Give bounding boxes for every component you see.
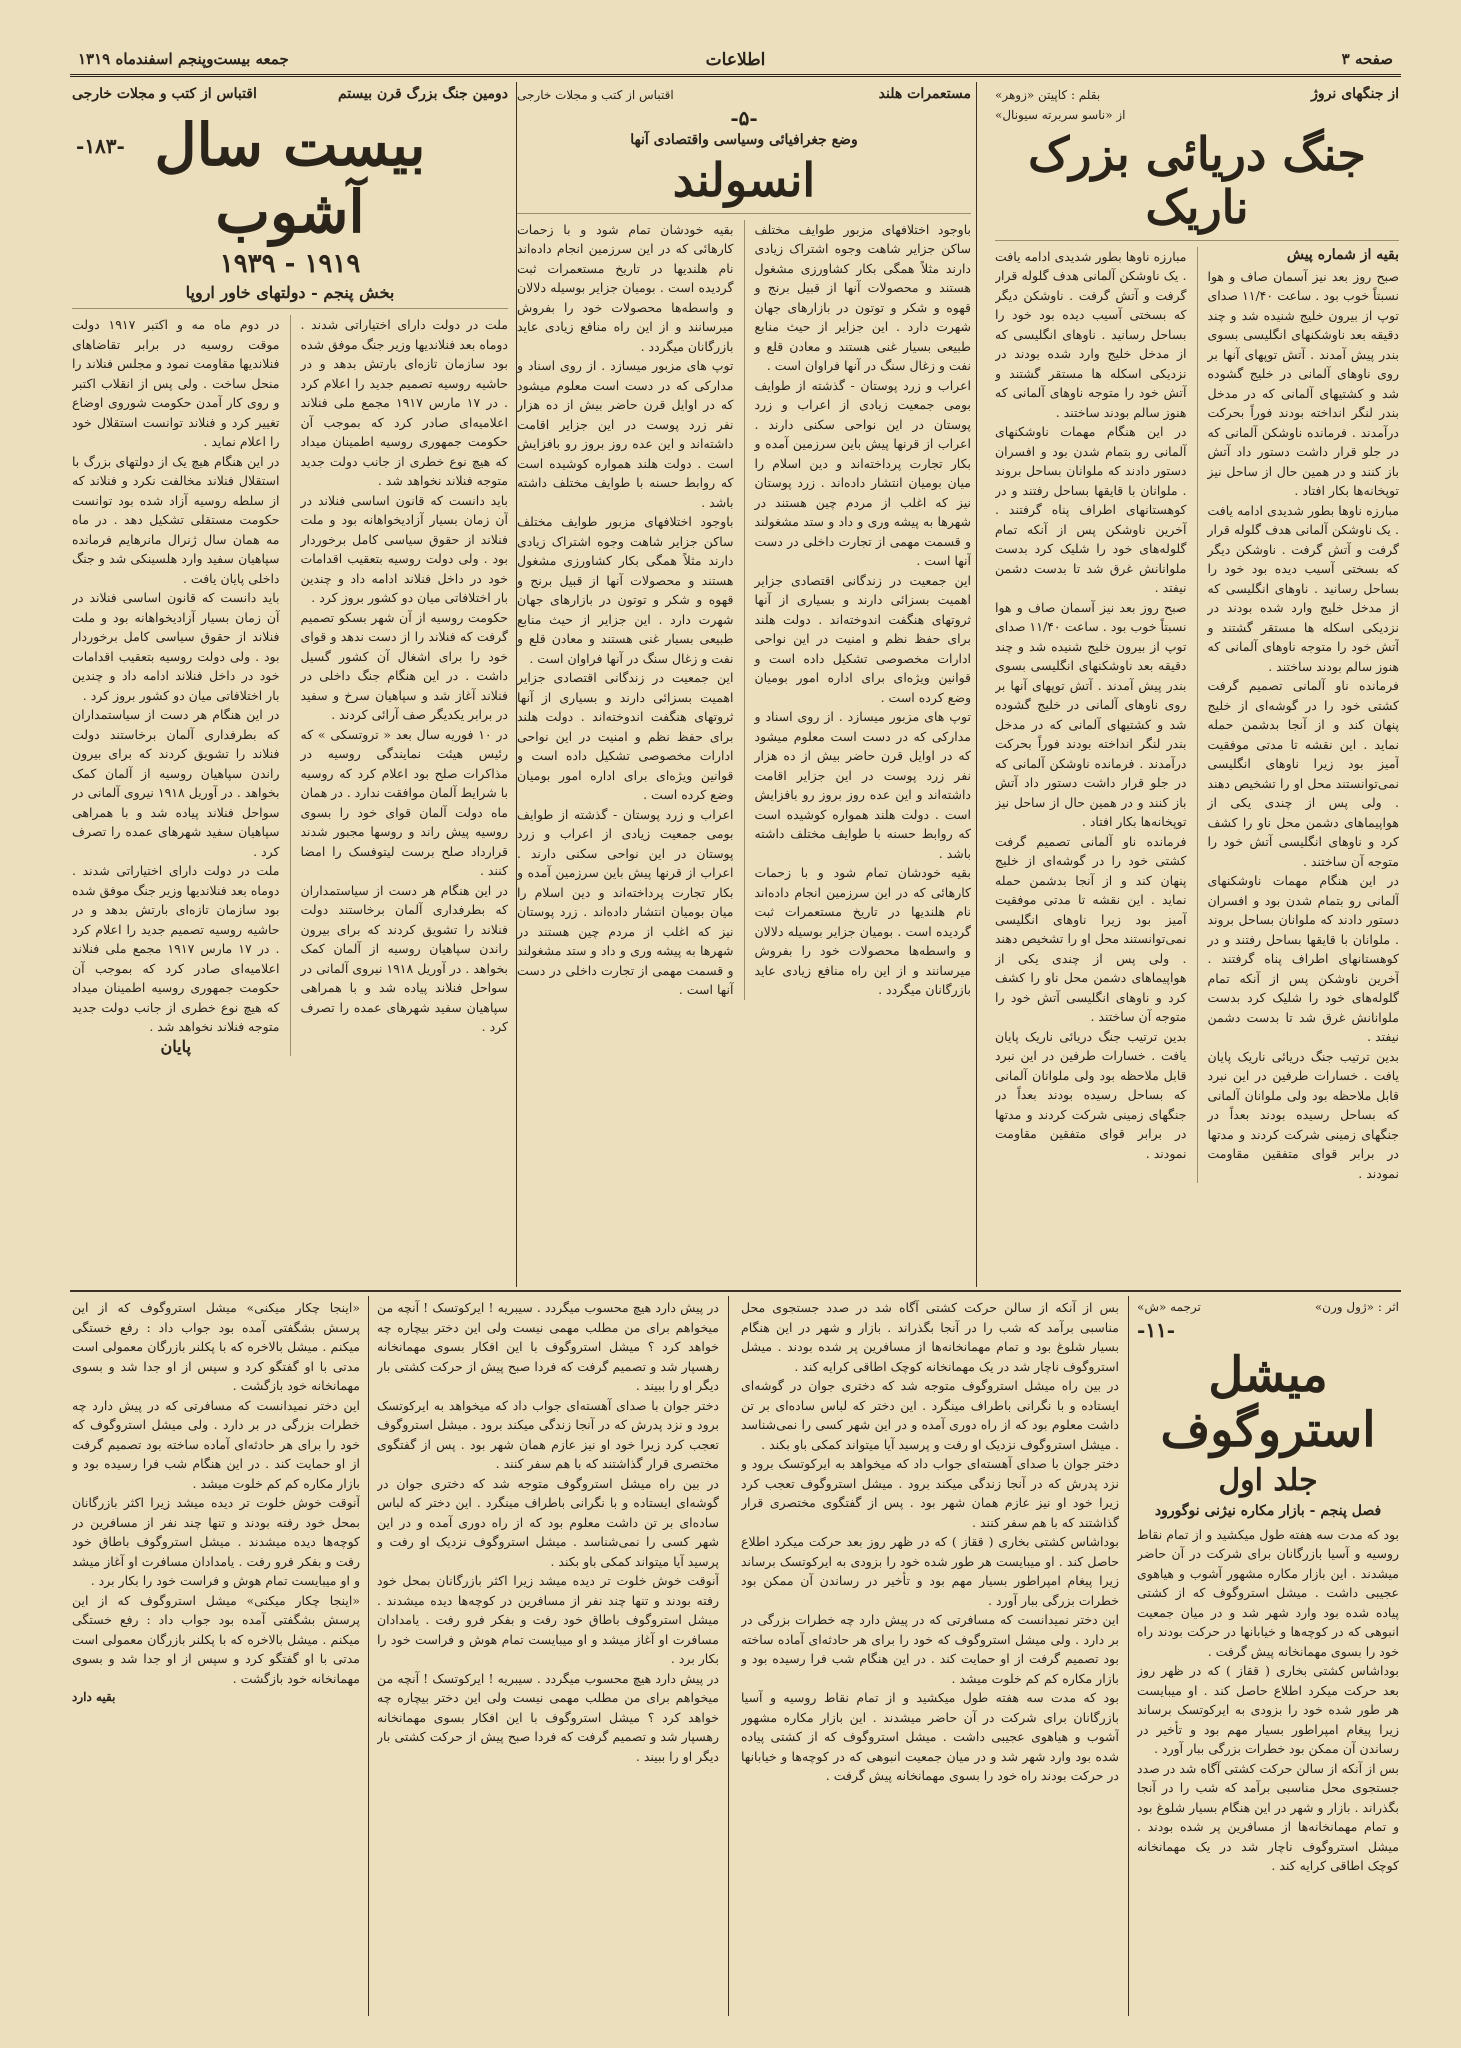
norway-body: صبح روز بعد نیز آسمان صاف و هوا نسبتاً خوب بود . ساعت ۱۱/۴۰ صدای توپ از بیرون خلیج شنیده شد و چند دقیقه بعد ناوشکنهای انگلیسی بسوی بندر پیش آمدند . آتش توپهای آنها بر روی ناوهای آلمانی در خلیج گشوده شد و کشتیهای آلمانی که در مدخل بندر لنگر انداخته بودند فوراً بحرکت درآمدند . فرمانده ناوشکن آلمانی که در جلو قرار داشت دستور داد آتش باز کنند و در همین حال از ساحل نیز توپخانه‌ها بکار افتاد . [995,599,1187,830]
norway-body: فرمانده ناو آلمانی تصمیم گرفت کشتی خود را در گوشه‌ای از خلیج پنهان کند و از آنجا بدشمن حمله نماید . این نقشه تا مدتی موفقیت آمیز بود زیرا ناوهای انگلیسی نمی‌توانستند محل او را تشخیص دهند . ولی پس از چندی یکی از هواپیماهای دشمن محل ناو را کشف کرد و ناوهای انگلیسی آتش خود را متوجه آن ساختند . [995,833,1187,1025]
history-headline: بیست سال آشوب [154,111,426,246]
novel-title-column [1137,1298,1399,2016]
novel-column-2 [741,1298,1119,2016]
iceland-body: بقیه خودشان تمام شود و با زحمات کارهائی که در این سرزمین انجام داده‌اند نام هلندیها در تاریخ مستعمرات ثبت گردیده است . بومیان جزایر بوسیله دلالان و واسطه‌ها محصولات خود را بفروش میرسانند و از این راه منافع زیادی عاید بازرگانان میگردد . [754,865,971,998]
history-body: ملت در دولت دارای اختیاراتی شدند . دوماه بعد فنلاندیها وزیر جنگ موفق شده بود سازمان تازه‌ای بارتش بدهد و در حاشیه روسیه تصمیم جدید را اعلام کرد . در ۱۷ مارس ۱۹۱۷ مجمع ملی فنلاند اعلامیه‌ای صادر کرد که بموجب آن حکومت جمهوری روسیه اطمینان میداد که هیچ نوع خطری از جانب دولت جدید متوجه فنلاند نخواهد شد . [300,317,508,489]
column-rule [976,82,977,1287]
norway-source: از «ناسو سربرته سیونال» [995,108,1126,122]
history-years: ۱۹۱۹ - ۱۹۳۹ [219,249,361,280]
section-rule [70,1290,1401,1292]
novel-body: این دختر نمیدانست که مسافرتی که در پیش دارد چه خطرات بزرگی در بر دارد . ولی میشل استروگوف که خود را برای هر حادثه‌ای آماده ساخته بود تصمیم گرفت از او حمایت کند . در این هنگام شب فرا رسیده بود و بازار مکاره کم کم خلوت میشد . [741,1612,1119,1686]
history-body: باید دانست که قانون اساسی فنلاند در آن زمان بسیار آزادیخواهانه بود و ملت فنلاند از حقوق سیاسی کامل برخوردار بود . ولی دولت روسیه بتعقیب اقدامات خود در داخل فنلاند ادامه داد و چندین بار اختلافاتی میان دو کشور بروز کرد . [72,590,280,703]
norway-body: مبارزه ناوها بطور شدیدی ادامه یافت . یک ناوشکن آلمانی هدف گلوله قرار گرفت و آتش گرفت . ناوشکن دیگر که بسختی آسیب دیده بود خود را بساحل رسانید . ناوهای انگلیسی که از مدخل خلیج وارد شده بودند در نزدیکی اسکله ها مستقر گشتند و آتش خود را متوجه ناوهای آلمانی که هنوز سالم بودند ساختند . [995,248,1187,420]
history-body: حکومت روسیه از آن شهر بسکو تصمیم گرفت که فنلاند را از دست ندهد و قوای خود را برای اشغال آن کشور گسیل داشت . در این هنگام جنگ داخلی در فنلاند آغاز شد و سپاهیان سرخ و سفید در برابر یکدیگر صف آرائی کردند . [300,609,508,723]
norway-byline: بقلم : کاپیتن «زوهر» [995,88,1101,102]
history-body: باید دانست که قانون اساسی فنلاند در آن زمان بسیار آزادیخواهانه بود و ملت فنلاند از حقوق سیاسی کامل برخوردار بود . ولی دولت روسیه بتعقیب اقدامات خود در داخل فنلاند ادامه داد و چندین بار اختلافاتی میان دو کشور بروز کرد . [300,492,508,606]
novel-body: در بین راه میشل استروگوف متوجه شد که دختری جوان در گوشه‌ای ایستاده و با نگرانی باطراف مینگرد . این دختر که لباس ساده‌ای بر تن داشت معلوم بود که از راه دوری آمده و در این شهر کسی را نمی‌شناسد . میشل استروگوف نزدیک او رفت و پرسید آیا میتواند کمکی باو بکند . [377,1475,719,1569]
iceland-serial: -۵- [730,106,758,130]
novel-body: بس از آنکه از سالن حرکت کشتی آگاه شد در صدد جستجوی محل مناسبی برآمد که شب را در آنجا بگذراند . بازار و شهر در این هنگام بسیار شلوغ بود و تمام مهمانخانه‌ها از مسافرین پر شده بودند . میشل استروگوف ناچار شد در یک مهمانخانه کوچک اطاقی کرایه کند . [741,1300,1119,1374]
norway-body: بدین ترتیب جنگ دریائی ناریک پایان یافت . خسارات طرفین در این نبرد قابل ملاحظه بود ولی ملوانان آلمانی که بساحل رسیده بودند بعداً در جنگهای زمینی شرکت کردند و مدتها در برابر قوای متفقین مقاومت نمودند . [995,1028,1187,1161]
norway-body: بدین ترتیب جنگ دریائی ناریک پایان یافت . خسارات طرفین در این نبرد قابل ملاحظه بود ولی ملوانان آلمانی که بساحل رسیده بودند بعداً در جنگهای زمینی شرکت کردند و مدتها در برابر قوای متفقین مقاومت نمودند . [1207,1048,1399,1181]
novel-column-4 [72,1298,360,2016]
novel-author: اثر : «ژول ورن» [1314,1300,1399,1314]
novel-chapter: فصل پنجم - بازار مکاره نیژنی نوگورود [1154,1502,1382,1519]
iceland-body: این جمعیت در زندگانی اقتصادی جزایر اهمیت بسزائی دارند و بسیاری از آنها ثروتهای هنگفت اندوخته‌اند . دولت هلند برای حفظ نظم و امنیت در این نواحی ادارات مخصوصی تشکیل داده است و قوانین ویژه‌ای برای اداره امور بومیان وضع کرده است . [754,572,971,705]
article-norway [995,86,1399,1286]
history-serial: -۱۸۳- [76,134,125,158]
masthead [70,48,1401,77]
novel-body: دختر جوان با صدای آهسته‌ای جواب داد که میخواهد به ایرکوتسک برود و نزد پدرش که در آنجا زندگی میکند برود . میشل استروگوف تعجب کرد زیرا خود او نیز عازم همان شهر بود . پس از گفتگوی مختصری قرار گذاشتند که با هم سفر کنند . [741,1456,1119,1530]
history-body: در این هنگام هیچ یک از دولتهای بزرگ با استقلال فنلاند مخالفت نکرد و فنلاند که از سلطه روسیه آزاد شده بود توانست حکومت مستقلی تشکیل دهد . در ماه مه همان سال ژنرال مانرهایم فرمانده سپاهیان سفید وارد هلسینکی شد و جنگ داخلی پایان یافت . [72,453,280,586]
novel-body: آنوقت خوش خلوت تر دیده میشد زیرا اکثر بازرگانان بمحل خود رفته بودند و تنها چند نفر از مسافرین در کوچه‌ها دیده میشدند . میشل استروگوف باطاق خود رفت و بفکر فرو رفت . یامدادان مسافرت او آغاز میشد و او میبایست تمام هوش و فراست خود را بکار برد . [377,1573,719,1666]
novel-body: بس از آنکه از سالن حرکت کشتی آگاه شد در صدد جستجوی محل مناسبی برآمد که شب را در آنجا بگذراند . بازار و شهر در این هنگام بسیار شلوغ بود و تمام مهمانخانه‌ها از مسافرین پر شده بودند . میشل استروگوف ناچار شد در یک مهمانخانه کوچک اطاقی کرایه کند . [1137,1760,1399,1874]
novel-body: بوداشاس کشتی بخاری ( ققاز ) که در ظهر روز بعد حرکت میکرد اطلاع حاصل کند . او میبایست هر طور شده خود را بزودی به ایرکوتسک برساند زیرا پیغام امپراطور بسیار مهم بود و تأخیر در رساندن آن ممکن بود خطرات بزرگی ببار آورد . [1137,1663,1399,1757]
novel-body: این دختر نمیدانست که مسافرتی که در پیش دارد چه خطرات بزرگی در بر دارد . ولی میشل استروگوف که خود را برای هر حادثه‌ای آماده ساخته بود تصمیم گرفت از او حمایت کند . در این هنگام شب فرا رسیده بود و بازار مکاره کم کم خلوت میشد . [72,1397,360,1491]
novel-body: «اینجا چکار میکنی» میشل استروگوف که از این پرسش بشگفتی آمده بود جواب داد : رفع خستگی میکنم . میشل بالاخره که با پکلنر بازرگان معمولی است مدتی با او گفتگو کرد و سپس از او جدا شد و بسوی مهمانخانه خود بازگشت . [72,1300,360,1393]
iceland-body: اعراب و زرد پوستان - گذشته از طوایف بومی جمعیت زیادی از اعراب و زرد پوستان در این نواحی سکنی دارند . اعراب از قرنها پیش باین سرزمین آمده و بکار تجارت پرداخته‌اند و دین اسلام را میان بومیان انتشار داده‌اند . زرد پوستان نیز که اغلب از مردم چین هستند در شهرها به پیشه وری و داد و ستد مشغولند و قسمت مهمی از تجارت داخلی در دست آنها است . [754,377,971,569]
novel-translator: ترجمه «ش» [1137,1300,1201,1314]
iceland-body: باوجود اختلافهای مزبور طوایف مختلف ساکن جزایر شاهت وجوه اشتراک زیادی دارند مثلاً همگی بکار کشاورزی مشغول هستند و محصولات آنها از قبیل برنج و قهوه و شکر و توتون در بازارهای جهان شهرت دارد . این جزایر از حیث منابع طبیعی بسیار غنی هستند و معادن قلع و نفت و زغال سنگ در آنها فراوان است . [754,221,971,374]
novel-title: میشل استروگوف [1160,1347,1376,1459]
paper-name: اطلاعات [705,50,766,70]
norway-body: صبح روز بعد نیز آسمان صاف و هوا نسبتاً خوب بود . ساعت ۱۱/۴۰ صدای توپ از بیرون خلیج شنیده شد و چند دقیقه بعد ناوشکنهای انگلیسی بسوی بندر پیش آمدند . آتش توپهای آنها بر روی ناوهای آلمانی در خلیج گشوده شد و کشتیهای آلمانی که در مدخل بندر لنگر انداخته بودند فوراً بحرکت درآمدند . فرمانده ناوشکن آلمانی که در جلو قرار داشت دستور داد آتش باز کنند و در همین حال از ساحل نیز توپخانه‌ها بکار افتاد . [1207,268,1399,499]
norway-headline: جنگ دریائی بزرک ناریک [1028,127,1366,234]
column-rule [368,1296,369,2016]
history-body: در این هنگام هر دست از سیاستمداران که بطرفداری آلمان برخاستند دولت فنلاند را تشویق کردند که برای بیرون راندن سپاهیان روسیه از آلمان کمک بخواهد . در آوریل ۱۹۱۸ نیروی آلمانی در سواحل فنلاند پیاده شد و با همراهی سپاهیان سفید شهرهای عمده را تصرف کرد . [72,707,280,859]
history-kicker-source: اقتباس از کتب و مجلات خارجی [72,86,257,102]
iceland-kicker: مستعمرات هلند [878,86,971,102]
history-kicker: دومین جنگ بزرگ قرن بیستم [337,86,508,102]
novel-body: بوداشاس کشتی بخاری ( ققاز ) که در ظهر روز بعد حرکت میکرد اطلاع حاصل کند . او میبایست هر طور شده خود را بزودی به ایرکوتسک برساند زیرا پیغام امپراطور بسیار مهم بود و تأخیر در رساندن آن ممکن بود خطرات بزرگی ببار آورد . [741,1534,1119,1608]
issue-date: جمعه بیست‌وپنجم اسفندماه ۱۳۱۹ [78,50,289,68]
norway-body: مبارزه ناوها بطور شدیدی ادامه یافت . یک ناوشکن آلمانی هدف گلوله قرار گرفت و آتش گرفت . ناوشکن دیگر که بسختی آسیب دیده بود خود را بساحل رسانید . ناوهای انگلیسی که از مدخل خلیج وارد شده بودند در نزدیکی اسکله ها مستقر گشتند و آتش خود را متوجه ناوهای آلمانی که هنوز سالم بودند ساختند . [1207,502,1399,674]
norway-body: در این هنگام مهمات ناوشکنهای آلمانی رو بتمام شدن بود و افسران دستور دادند که ملوانان بساحل بروند . ملوانان با قایقها بساحل رفتند و در کوهستانهای اطراف پناه گرفتند . آخرین ناوشکن پس از آنکه تمام گلوله‌های خود را شلیک کرد بدست ملوانانش غرق شد تا بدست دشمن نیفتد . [995,424,1187,596]
novel-body: در پیش دارد هیچ محسوب میگردد . سیبریه ! ایرکوتسک ! آنچه من میخواهم برای من مطلب مهمی نیست ولی این دختر بیچاره چه خواهد کرد ؟ میشل استروگوف با این افکار بسوی مهمانخانه رهسپار شد و تصمیم گرفت که فردا صبح پیش از حرکت کشتی بار دیگر او را ببیند . [377,1300,719,1393]
history-end: پایان [160,1036,191,1056]
history-body: ملت در دولت دارای اختیاراتی شدند . دوماه بعد فنلاندیها وزیر جنگ موفق شده بود سازمان تازه‌ای بارتش بدهد و در حاشیه روسیه تصمیم جدید را اعلام کرد . در ۱۷ مارس ۱۹۱۷ مجمع ملی فنلاند اعلامیه‌ای صادر کرد که بموجب آن حکومت جمهوری روسیه اطمینان میداد که هیچ نوع خطری از جانب دولت جدید متوجه فنلاند نخواهد شد . [72,863,280,1035]
column-rule [728,1296,729,2016]
novel-column-3 [377,1298,719,2016]
novel-serial: -۱۱- [1137,1318,1176,1342]
history-body: در ۱۰ فوریه سال بعد « تروتسکی » که رئیس هیئت نمایندگی روسیه در مذاکرات صلح بود اعلام کرد که روسیه با شرایط آلمان موافقت ندارد . در همان ماه دولت آلمان قوای خود را بسوی روسیه پیش راند و روسها مجبور شدند قرارداد صلح برست لیتوفسک را امضا کنند . [300,726,508,879]
iceland-body: این جمعیت در زندگانی اقتصادی جزایر اهمیت بسزائی دارند و بسیاری از آنها ثروتهای هنگفت اندوخته‌اند . دولت هلند برای حفظ نظم و امنیت در این نواحی ادارات مخصوصی تشکیل داده است و قوانین ویژه‌ای برای اداره امور بومیان وضع کرده است . [517,670,734,803]
iceland-body: بقیه خودشان تمام شود و با زحمات کارهائی که در این سرزمین انجام داده‌اند نام هلندیها در تاریخ مستعمرات ثبت گردیده است . بومیان جزایر بوسیله دلالان و واسطه‌ها محصولات خود را بفروش میرسانند و از این راه منافع زیادی عاید بازرگانان میگردد . [517,221,734,354]
novel-body: در بین راه میشل استروگوف متوجه شد که دختری جوان در گوشه‌ای ایستاده و با نگرانی باطراف مینگرد . این دختر که لباس ساده‌ای بر تن داشت معلوم بود که از راه دوری آمده و در این شهر کسی را نمی‌شناسد . میشل استروگوف نزدیک او رفت و پرسید آیا میتواند کمکی باو بکند . [741,1378,1119,1452]
column-rule [1128,1296,1129,2016]
iceland-body: اعراب و زرد پوستان - گذشته از طوایف بومی جمعیت زیادی از اعراب و زرد پوستان در این نواحی سکنی دارند . اعراب از قرنها پیش باین سرزمین آمده و بکار تجارت پرداخته‌اند و دین اسلام را میان بومیان انتشار داده‌اند . زرد پوستان نیز که اغلب از مردم چین هستند در شهرها به پیشه وری و داد و ستد مشغولند و قسمت مهمی از تجارت داخلی در دست آنها است . [517,806,734,998]
norway-continued: بقیه از شماره پیش [1286,246,1399,263]
novel-body: آنوقت خوش خلوت تر دیده میشد زیرا اکثر بازرگانان بمحل خود رفته بودند و تنها چند نفر از مسافرین در کوچه‌ها دیده میشدند . میشل استروگوف باطاق خود رفت و بفکر فرو رفت . یامدادان مسافرت او آغاز میشد و او میبایست تمام هوش و فراست خود را بکار برد . [72,1495,360,1588]
norway-body: فرمانده ناو آلمانی تصمیم گرفت کشتی خود را در گوشه‌ای از خلیج پنهان کند و از آنجا بدشمن حمله نماید . این نقشه تا مدتی موفقیت آمیز بود زیرا ناوهای انگلیسی نمی‌توانستند محل او را تشخیص دهند . ولی پس از چندی یکی از هواپیماهای دشمن محل ناو را کشف کرد و ناوهای انگلیسی آتش خود را متوجه آن ساختند . [1207,678,1399,869]
history-section: بخش پنجم - دولتهای خاور اروپا [185,283,395,303]
article-history [72,86,508,1286]
novel-body: «اینجا چکار میکنی» میشل استروگوف که از این پرسش بشگفتی آمده بود جواب داد : رفع خستگی میکنم . میشل بالاخره که با پکلنر بازرگان معمولی است مدتی با او گفتگو کرد و سپس از او جدا شد و بسوی مهمانخانه خود بازگشت . [72,1592,360,1686]
novel-body: دختر جوان با صدای آهسته‌ای جواب داد که میخواهد به ایرکوتسک برود و نزد پدرش که در آنجا زندگی میکند برود . میشل استروگوف تعجب کرد زیرا خود او نیز عازم همان شهر بود . پس از گفتگوی مختصری قرار گذاشتند که با هم سفر کنند . [377,1397,719,1471]
novel-volume: جلد اول [1218,1463,1318,1499]
iceland-headline: انسولند [672,153,816,207]
history-body: در این هنگام هر دست از سیاستمداران که بطرفداری آلمان برخاستند دولت فنلاند را تشویق کردند که برای بیرون راندن سپاهیان روسیه از آلمان کمک بخواهد . در آوریل ۱۹۱۸ نیروی آلمانی در سواحل فنلاند پیاده شد و با همراهی سپاهیان سفید شهرهای عمده را تصرف کرد . [300,882,508,1035]
iceland-body: توپ های مزبور میسازد . از روی اسناد و مدارکی که در دست است معلوم میشود که در اوایل قرن حاضر بیش از ده هزار نفر زرد پوست در این جزایر اقامت داشته‌اند و این عده روز بروز رو بافزایش است . دولت هلند همواره کوشیده است که روابط حسنه با طوایف مختلف داشته باشد . [517,358,734,510]
novel-body: در پیش دارد هیچ محسوب میگردد . سیبریه ! ایرکوتسک ! آنچه من میخواهم برای من مطلب مهمی نیست ولی این دختر بیچاره چه خواهد کرد ؟ میشل استروگوف با این افکار بسوی مهمانخانه رهسپار شد و تصمیم گرفت که فردا صبح پیش از حرکت کشتی بار دیگر او را ببیند . [377,1670,719,1764]
novel-continued: بقیه دارد [72,1690,116,1704]
novel-body: بود که مدت سه هفته طول میکشید و از تمام نقاط روسیه و آسیا بازرگانان برای شرکت در آن حاضر میشدند . این بازار مکاره مشهور آشوب و هیاهوی عجیبی داشت . میشل استروگوف که از کشتی پیاده شده بود وارد شهر شد و در میان جمعیت انبوهی که در کوچه‌ها و خیابانها در حرکت بودند راه خود را بسوی مهمانخانه پیش گرفت . [741,1690,1119,1783]
norway-body: در این هنگام مهمات ناوشکنهای آلمانی رو بتمام شدن بود و افسران دستور دادند که ملوانان بساحل بروند . ملوانان با قایقها بساحل رفتند و در کوهستانهای اطراف پناه گرفتند . آخرین ناوشکن پس از آنکه تمام گلوله‌های خود را شلیک کرد بدست ملوانانش غرق شد تا بدست دشمن نیفتد . [1207,873,1399,1045]
iceland-body: باوجود اختلافهای مزبور طوایف مختلف ساکن جزایر شاهت وجوه اشتراک زیادی دارند مثلاً همگی بکار کشاورزی مشغول هستند و محصولات آنها از قبیل برنج و قهوه و شکر و توتون در بازارهای جهان شهرت دارد . این جزایر از حیث منابع طبیعی بسیار غنی هستند و معادن قلع و نفت و زغال سنگ در آنها فراوان است . [517,514,734,666]
iceland-kicker-source: اقتباس از کتب و مجلات خارجی [517,88,674,102]
history-body: در دوم ماه مه و اکتبر ۱۹۱۷ دولت موقت روسیه در برابر تقاضاهای فنلاندیها مقاومت نمود و مجلس فنلاند را منحل ساخت . ولی پس از انقلاب اکتبر و روی کار آمدن حکومت شوروی اوضاع تغییر کرد و فنلاند توانست استقلال خود را اعلام نماید . [72,317,280,450]
norway-kicker: از جنگهای نروژ [1311,86,1399,102]
iceland-subtitle: وضع جغرافیائی وسیاسی واقتصادی آنها [630,132,858,148]
novel-body: بود که مدت سه هفته طول میکشید و از تمام نقاط روسیه و آسیا بازرگانان برای شرکت در آن حاضر میشدند . این بازار مکاره مشهور آشوب و هیاهوی عجیبی داشت . میشل استروگوف که از کشتی پیاده شده بود وارد شهر شد و در میان جمعیت انبوهی که در کوچه‌ها و خیابانها در حرکت بودند راه خود را بسوی مهمانخانه پیش گرفت . [1137,1526,1399,1659]
iceland-body: توپ های مزبور میسازد . از روی اسناد و مدارکی که در دست است معلوم میشود که در اوایل قرن حاضر بیش از ده هزار نفر زرد پوست در این جزایر اقامت داشته‌اند و این عده روز بروز رو بافزایش است . دولت هلند همواره کوشیده است که روابط حسنه با طوایف مختلف داشته باشد . [754,709,971,861]
article-iceland [517,86,971,1286]
page-number: صفحه ۳ [1341,50,1393,68]
